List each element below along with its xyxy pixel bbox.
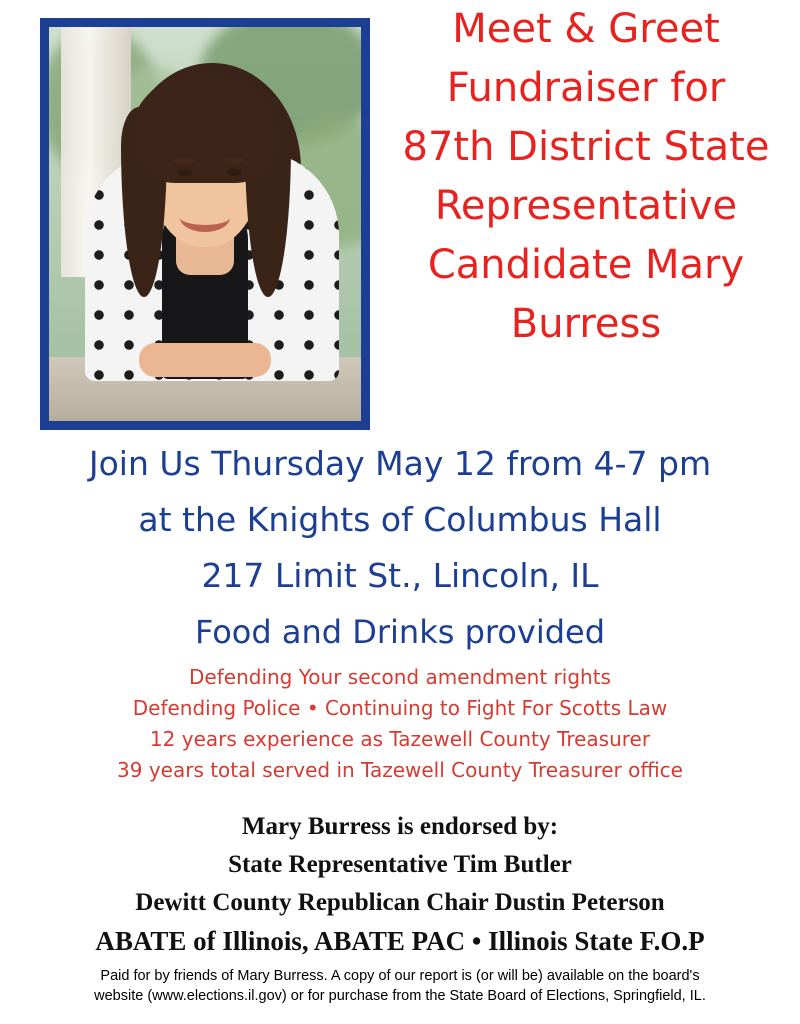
event-venue: at the Knights of Columbus Hall bbox=[138, 500, 662, 539]
eyebrow-right bbox=[223, 158, 245, 163]
endorsement-3: ABATE of Illinois, ABATE PAC • Illinois State F.O.P bbox=[95, 926, 705, 956]
endorsement-1: State Representative Tim Butler bbox=[228, 851, 572, 878]
headline-line-5: Candidate Mary bbox=[427, 242, 745, 288]
eye-left bbox=[177, 169, 192, 176]
smile bbox=[180, 203, 230, 232]
endorsements-heading: Mary Burress is endorsed by: bbox=[241, 813, 559, 840]
platform-point-2: Defending Police • Continuing to Fight For Scotts Law bbox=[132, 696, 668, 720]
headline-line-2: Fundraiser for bbox=[446, 65, 726, 111]
headline-line-3: 87th District State bbox=[402, 124, 770, 170]
eye-right bbox=[227, 169, 242, 176]
disclaimer-line-2: website (www.elections.il.gov) or for purchase from the State Board of Elections, Springfield, IL. bbox=[94, 988, 706, 1004]
disclaimer-line-1: Paid for by friends of Mary Burress. A copy of our report is (or will be) available on the board's bbox=[100, 968, 700, 984]
event-address: 217 Limit St., Lincoln, IL bbox=[201, 556, 599, 595]
event-details bbox=[0, 436, 800, 660]
platform-point-3: 12 years experience as Tazewell County Treasurer bbox=[149, 727, 651, 751]
eyebrow-left bbox=[173, 158, 195, 163]
candidate-photo-frame bbox=[40, 18, 370, 430]
paid-for-disclaimer bbox=[40, 966, 760, 1006]
platform-points bbox=[0, 662, 800, 786]
candidate-photo bbox=[49, 27, 361, 421]
event-refreshments: Food and Drinks provided bbox=[194, 613, 606, 651]
event-datetime: Join Us Thursday May 12 from 4-7 pm bbox=[88, 444, 712, 483]
hands bbox=[139, 343, 271, 377]
endorsements bbox=[0, 808, 800, 960]
platform-point-1: Defending Your second amendment rights bbox=[189, 665, 611, 689]
headline-line-4: Representative bbox=[434, 183, 738, 229]
headline bbox=[386, 0, 786, 354]
headline-line-1: Meet & Greet bbox=[452, 6, 720, 52]
endorsement-2: Dewitt County Republican Chair Dustin Peterson bbox=[135, 889, 665, 916]
headline-line-6: Burress bbox=[510, 301, 662, 347]
platform-point-4: 39 years total served in Tazewell County Treasurer office bbox=[117, 758, 683, 782]
